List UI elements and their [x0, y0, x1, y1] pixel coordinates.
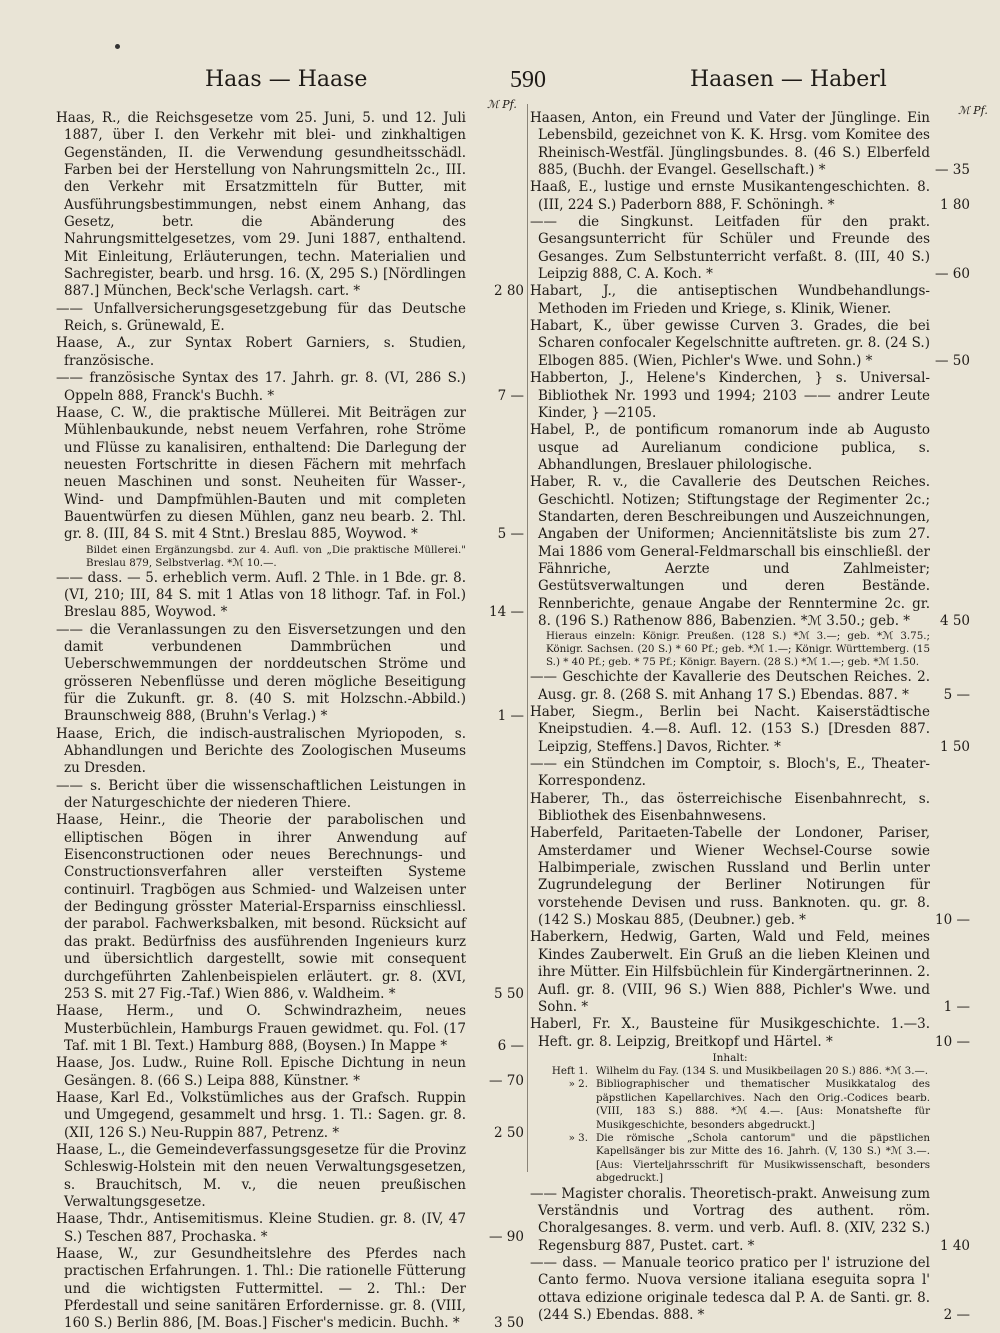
entry-price: — 35 [935, 162, 970, 179]
entry-text: Haber, Siegm., Berlin bei Nacht. Kaiserstädtische Kneipstudien. 4.—8. Aufl. 12. (153 S.) [Dresden 887. Leipzig, Steffens.] Davos, Richter. * [530, 704, 930, 755]
catalog-entry [530, 1186, 970, 1255]
catalog-entry [530, 929, 970, 1016]
entry-text: —— die Veranlassungen zu den Eisversetzungen und den damit verbundenen Dammbrüchen und Ueberschwemmungen der norddeutschen Ströme und grösseren Nebenflüsse und deren mögliche Beseitigung für die Zukunft. gr. 8. (40 S. mit Holzschn.-Abbild.) Braunschweig 888, (Bruhn's Verlag.) * [56, 621, 466, 725]
catalog-entry [56, 1003, 524, 1055]
entry-note: Hieraus einzeln: Königr. Preußen. (128 S.) *ℳ 3.—; geb. *ℳ 3.75.; Königr. Sachsen. (20 S.) * 60 Pf.; geb. *ℳ 1.—; Königr. Württemberg. (15 S.) * 40 Pf.; geb. * 75 Pf.; Königr. Bayern. (28 S.) *ℳ 1.—; geb. *ℳ 1.50. [546, 630, 930, 669]
entry-text: Haaß, E., lustige und ernste Musikantengeschichten. 8. (III, 224 S.) Paderborn 888, F. Schöningh. * [530, 179, 930, 213]
entry-text: —— Geschichte der Kavallerie des Deutschen Reiches. 2. Ausg. gr. 8. (268 S. mit Anhang 17 S.) Ebendas. 887. * [530, 669, 930, 703]
catalog-entry [530, 214, 970, 283]
entry-price: 4 50 [939, 612, 970, 629]
catalog-entry [530, 283, 970, 318]
entry-text: —— Magister choralis. Theoretisch-prakt. Anweisung zum Verständnis und Vortrag des authent. röm. Choralgesanges. 8. verm. und verb. Aufl. 8. (XIV, 232 S.) Regensburg 887, Pustet. cart. * [530, 1185, 930, 1254]
entry-text: —— dass. — Manuale teorico pratico per l' istruzione del Canto fermo. Nuova versione italiana eseguita sopra l' ottava edizione originale tedesca dal P. A. de Santi. gr. 8. (244 S.) Ebendas. 888. * [530, 1254, 930, 1323]
contents-item-label: Heft 1. [551, 1064, 588, 1077]
catalog-entry [530, 669, 970, 704]
entry-price: 6 — [497, 1037, 524, 1054]
running-head-left: Haas — Haase [205, 67, 368, 92]
running-head-right: Haasen — Haberl [690, 67, 887, 92]
entry-text: Haase, Herm., und O. Schwindrazheim, neues Musterbüchlein, Hamburgs Frauen gewidmet. qu. Fol. (17 Taf. mit 1 Bl. Text.) Hamburg 888, (Boysen.) In Mappe * [56, 1003, 466, 1054]
contents-item [530, 1065, 970, 1078]
entry-price: 5 — [497, 526, 524, 543]
entry-text: Haase, Thdr., Antisemitismus. Kleine Studien. gr. 8. (IV, 47 S.) Teschen 887, Prochaska. * [56, 1211, 466, 1245]
catalog-entry [56, 370, 524, 405]
catalog-entry [530, 422, 970, 474]
entry-text: —— dass. — 5. erheblich verm. Aufl. 2 Thle. in 1 Bde. gr. 8. (VI, 210; III, 84 S. mit 1 Atlas von 18 lithogr. Taf. in Fol.) Breslau 885, Woywod. * [56, 569, 466, 621]
entry-price: — 70 [489, 1072, 524, 1089]
entry-price: 2 80 [493, 283, 524, 300]
entry-text: Haase, A., zur Syntax Robert Garniers, s. Studien, französische. [56, 335, 466, 369]
entry-text: Haase, C. W., die praktische Müllerei. Mit Beiträgen zur Mühlenbaukunde, nebst neuem Verfahren, rohe Ströme und Flüsse zu kanalisiren, enthaltend: Die Darlegung der neuesten Fortschritte in diesen Fächern mit mehrfach neuen Maschinen und sonst. Neuheiten für Wasser-, Wind- und Dampfmühlen-Bauten und mit completen Bauentwürfen zu diesen Mühlen, ganz neu bearb. 2. Thl. gr. 8. (III, 84 S. mit 4 Stnt.) Breslau 885, Woywod. * [56, 404, 466, 543]
catalog-entry [56, 405, 524, 544]
entry-text: Haberl, Fr. X., Bausteine für Musikgeschichte. 1.—3. Heft. gr. 8. Leipzig, Breitkopf und Härtel. * [530, 1016, 930, 1050]
entry-text: —— französische Syntax des 17. Jahrh. gr. 8. (VI, 286 S.) Oppeln 888, Franck's Buchh. * [56, 370, 466, 404]
catalog-entry [530, 791, 970, 826]
entry-text: Haase, W., zur Gesundheitslehre des Pferdes nach practischen Erfahrungen. 1. Thl.: Die rationelle Fütterung und die wichtigsten Futtermittel. — 2. Thl.: Der Pferdestall und seine sanitären Erfordernisse. gr. 8. (VIII, 160 S.) Berlin 886, [M. Boas.] Fischer's medicin. Buchh. * [56, 1246, 466, 1332]
contents-item-text: Die römische „Schola cantorum" und die päpstlichen Kapellsänger bis zur Mitte des 16. Jahrh. (V, 130 S.) *ℳ 3.—. [Aus: Vierteljahrsschrift für Musikwissenschaft, besonders abgedruckt.] [596, 1131, 930, 1185]
catalog-entry [530, 110, 970, 179]
contents-item-text: Wilhelm du Fay. (134 S. und Musikbeilagen 20 S.) 886. *ℳ 3.—. [596, 1064, 929, 1077]
entry-text: Haase, Karl Ed., Volkstümliches aus der Grafsch. Ruppin und Umgegend, gesammelt und hrsg. 1. Tl.: Sagen. gr. 8. (XII, 126 S.) Neu-Ruppin 887, Petrenz. * [56, 1089, 466, 1141]
catalog-entry [530, 179, 970, 214]
contents-heading: Inhalt: [712, 1051, 748, 1064]
right-column [530, 110, 970, 1324]
contents-item [530, 1078, 970, 1132]
entry-price: — 90 [489, 1228, 524, 1245]
entry-price: 10 — [935, 912, 970, 929]
entry-text: Habel, P., de pontificum romanorum inde ab Augusto usque ad Aurelianum condicione publica, s. Abhandlungen, Breslauer philologische. [530, 422, 930, 473]
entry-price: 5 50 [493, 985, 524, 1002]
contents-item-text: Bibliographischer und thematischer Musikkatalog des päpstlichen Kapellarchives. Nach den Orig.-Codices bearb. (VIII, 183 S.) 888. *ℳ 4.—. [Aus: Monatshefte für Musikgeschichte, besonders abgedruckt.] [596, 1078, 930, 1131]
entry-text: Haber, R. v., die Cavallerie des Deutschen Reiches. Geschichtl. Notizen; Stiftungstage der Regimenter 2c.; Standarten, deren Beschreibungen und Auszeichnungen, Angaben der Uniformen; Anciennitätsliste bis zum 27. Mai 1886 vom General-Feldmarschall bis einschließl. der Fähnriche, Aerzte und Zahlmeister; Gestütsverwaltungen und deren Bestände. Rennberichte, genaue Angabe der Renntermine 2c. gr. 8. (196 S.) Rathenow 886, Babenzien. *ℳ 3.50.; geb. * [530, 474, 930, 629]
entry-price: 1 — [943, 998, 970, 1015]
entry-text: Haase, Jos. Ludw., Ruine Roll. Epische Dichtung in neun Gesängen. 8. (66 S.) Leipa 888, Künstner. * [56, 1055, 466, 1089]
catalog-entry [530, 704, 970, 756]
left-column [56, 110, 524, 1333]
entry-text: Haase, Heinr., die Theorie der parabolischen und elliptischen Bögen in ihrer Anwendung auf Eisenconstructionen oder neues Berechnungs- und Constructionsverfahren aller versteiften Systeme continuirl. Tragbögen aus Schmied- und Walzeisen unter der Bedingung grösster Material-Ersparniss einschliessl. der parabol. Fachwerksbalken, mit besond. Rücksicht auf das prakt. Bedürfniss des ausführenden Ingenieurs kurz und übersichtlich dargestellt, sowie mit consequent durchgeführten Zahlenbeispielen erläutert. gr. 8. (XVI, 253 S. mit 27 Fig.-Taf.) Wien 886, v. Waldheim. * [56, 812, 466, 1002]
entry-price: 14 — [489, 604, 524, 621]
entry-price: — 50 [935, 352, 970, 369]
catalog-entry [530, 825, 970, 929]
catalog-entry [530, 756, 970, 791]
entry-text: —— s. Bericht über die wissenschaftlichen Leistungen in der Naturgeschichte der niederen Thiere. [56, 777, 466, 812]
catalog-entry [530, 474, 970, 630]
contents-item-label: » 3. [568, 1131, 588, 1144]
entry-price: 1 — [497, 708, 524, 725]
catalog-entry [56, 726, 524, 778]
price-column-head-left: ℳ Pf. [487, 98, 517, 111]
entry-price: 1 50 [939, 738, 970, 755]
entry-price: 1 80 [939, 196, 970, 213]
entry-note: Bildet einen Ergänzungsbd. zur 4. Aufl. von „Die praktische Müllerei." Breslau 879, Selbstverlag. *ℳ 10.—. [86, 543, 466, 569]
catalog-entry [56, 1246, 524, 1333]
entry-price: 1 40 [939, 1237, 970, 1254]
price-column-head-right: ℳ Pf. [958, 104, 988, 117]
catalog-entry [56, 1142, 524, 1211]
entry-price: 2 — [943, 1306, 970, 1323]
page-number: 590 [510, 67, 546, 93]
entry-text: —— die Singkunst. Leitfaden für den prakt. Gesangsunterricht für Schüler und Freunde des Gesanges. Zum Selbstunterricht verfaßt. 8. (III, 40 S.) Leipzig 888, C. A. Koch. * [530, 214, 930, 283]
catalog-entry [56, 570, 524, 622]
catalog-entry [56, 335, 524, 370]
entry-text: Habart, J., die antiseptischen Wundbehandlungs-Methoden im Frieden und Kriege, s. Klinik, Wiener. [530, 283, 930, 317]
catalog-entry [56, 622, 524, 726]
entry-text: Habberton, J., Helene's Kinderchen, } s. Universal-Bibliothek Nr. 1993 und 1994; 2103 —— andrer Leute Kinder, } —2105. [530, 370, 930, 421]
entry-price: — 60 [935, 266, 970, 283]
entry-text: —— ein Stündchen im Comptoir, s. Bloch's, E., Theater-Korrespondenz. [530, 756, 930, 790]
contents-item-label: » 2. [568, 1078, 588, 1091]
catalog-entry [56, 301, 524, 336]
entry-text: Haasen, Anton, ein Freund und Vater der Jünglinge. Ein Lebensbild, gezeichnet von K. K. Hrsg. vom Komitee des Rheinisch-Westfäl. Jünglingsbundes. 8. (46 S.) Elberfeld 885, (Buchh. der Evangel. Gesellschaft.) * [530, 110, 930, 179]
entry-text: Habart, K., über gewisse Curven 3. Grades, die bei Scharen confocaler Kegelschnitte auftreten. gr. 8. (24 S.) Elbogen 885. (Wien, Pichler's Wwe. und Sohn.) * [530, 318, 930, 369]
catalog-entry [56, 812, 524, 1003]
entry-text: —— Unfallversicherungsgesetzgebung für das Deutsche Reich, s. Grünewald, E. [56, 300, 466, 335]
catalog-entry [530, 318, 970, 370]
entry-text: Haas, R., die Reichsgesetze vom 25. Juni, 5. und 12. Juli 1887, über I. den Verkehr mit blei- und zinkhaltigen Gegenständen, II. die Verwendung gesundheitsschädl. Farben bei der Herstellung von Nahrungsmitteln 2c., III. den Verkehr mit Ersatzmitteln für Butter, mit Ausführungsbestimmungen, nebst einem Anhang, das Gesetz, betr. die Abänderung des Nahrungsmittelgesetzes, vom 29. Juni 1887, enthaltend. Mit Einleitung, Erläuterungen, techn. Materialien und Sachregister, bearb. und hrsg. 16. (X, 295 S.) [Nördlingen 887.] München, Beck'sche Verlagsh. cart. * [56, 110, 466, 300]
contents-list [530, 1065, 970, 1186]
catalog-entry [56, 1211, 524, 1246]
ink-dot [115, 44, 120, 49]
entry-text: Haase, L., die Gemeindeverfassungsgesetze für die Provinz Schleswig-Holstein mit den neuen Verwaltungsgesetzen, s. Brauchitsch, M. v., die neuen preußischen Verwaltungsgesetze. [56, 1141, 466, 1210]
catalog-entry [56, 110, 524, 301]
entry-text: Haberer, Th., das österreichische Eisenbahnrecht, s. Bibliothek des Eisenbahnwesens. [530, 790, 930, 825]
catalog-entry [56, 1090, 524, 1142]
column-divider [527, 104, 528, 1172]
catalog-entry [56, 778, 524, 813]
entry-price: 7 — [497, 387, 524, 404]
catalog-entry [530, 1255, 970, 1324]
catalog-entry [56, 1055, 524, 1090]
catalog-entry [530, 1016, 970, 1051]
entry-text: Haase, Erich, die indisch-australischen Myriopoden, s. Abhandlungen und Berichte des Zoologischen Museums zu Dresden. [56, 725, 466, 777]
entry-text: Haberfeld, Paritaeten-Tabelle der Londoner, Pariser, Amsterdamer und Wiener Wechsel-Course sowie Halbimperiale, zwischen Russland und Berlin unter Zugrundelegung der Berliner Notirungen für vorstehende Devisen und russ. Banknoten. qu. gr. 8. (142 S.) Moskau 885, (Deubner.) geb. * [530, 825, 930, 929]
entry-price: 10 — [935, 1033, 970, 1050]
entry-price: 2 50 [493, 1124, 524, 1141]
entry-text: Haberkern, Hedwig, Garten, Wald und Feld, meines Kindes Zauberwelt. Ein Gruß an die lieben Kleinen und ihre Mütter. Ein Hilfsbüchlein für Kindergärtnerinnen. 2. Aufl. gr. 8. (VIII, 96 S.) Wien 888, Pichler's Wwe. und Sohn. * [530, 929, 930, 1015]
catalog-entry [530, 370, 970, 422]
contents-item [530, 1132, 970, 1186]
entry-price: 3 50 [493, 1315, 524, 1332]
entry-price: 5 — [943, 686, 970, 703]
